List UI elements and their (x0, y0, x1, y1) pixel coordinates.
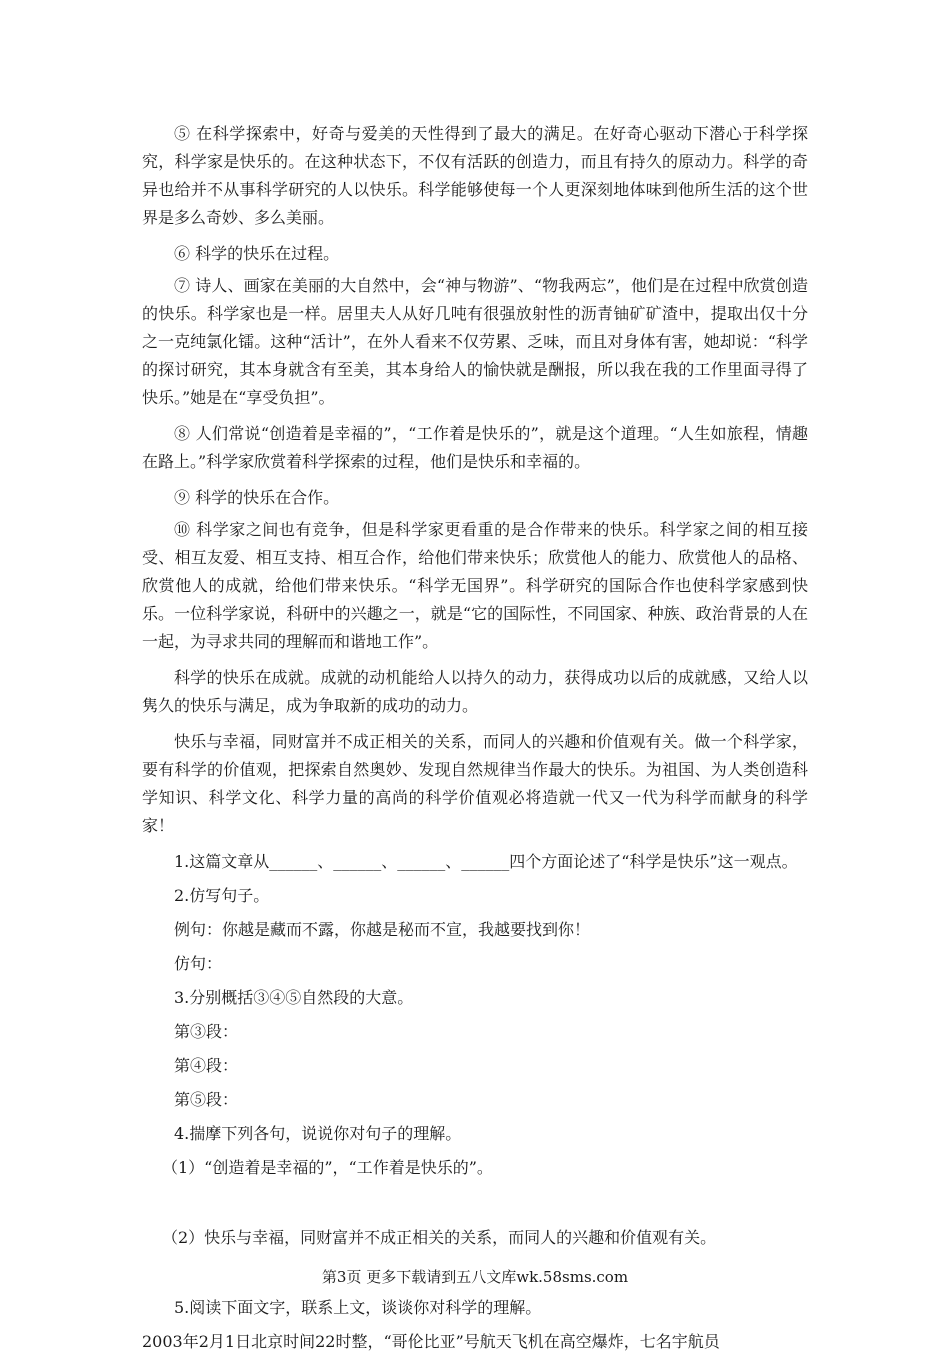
question-3-para-4: 第④段： (174, 1056, 239, 1075)
question-1: 1.这篇文章从______、______、______、______四个方面论述了“科学是快乐”这一观点。 (174, 852, 798, 871)
question-3-para-5: 第⑤段： (174, 1090, 239, 1109)
paragraph-8: ⑧ 人们常说“创造着是幸福的”，“工作着是快乐的”，就是这个道理。“人生如旅程，情趣在路上。”科学家欣赏着科学探索的过程，他们是快乐和幸福的。 (142, 424, 808, 471)
paragraph-6: ⑥ 科学的快乐在过程。 (174, 244, 340, 263)
question-5: 5.阅读下面文字，联系上文，谈谈你对科学的理解。 (174, 1298, 542, 1317)
question-4: 4.揣摩下列各句，说说你对句子的理解。 (174, 1124, 462, 1143)
question-2-answer: 仿句： (174, 954, 223, 973)
answer-space (142, 1188, 808, 1224)
paragraph-11: 科学的快乐在成就。成就的动机能给人以持久的动力，获得成功以后的成就感，又给人以隽久的快乐与满足，成为争取新的成功的动力。 (142, 668, 808, 715)
paragraph-5: ⑤ 在科学探索中，好奇与爱美的天性得到了最大的满足。在好奇心驱动下潜心于科学探究，科学家是快乐的。在这种状态下，不仅有活跃的创造力，而且有持久的原动力。科学的奇异也给并不从事科学研究的人以快乐。科学能够使每一个人更深刻地体味到他所生活的这个世界是多么奇妙、多么美丽。 (142, 124, 808, 227)
question-2: 2.仿写句子。 (174, 886, 270, 905)
page-footer: 第3页 更多下载请到五八文库wk.58sms.com (321, 1268, 629, 1286)
question-4-item-1: （1）“创造着是幸福的”，“工作着是快乐的”。 (162, 1158, 493, 1177)
question-5-text: 2003年2月1日北京时间22时整，“哥伦比亚”号航天飞机在高空爆炸，七名宇航员 (142, 1332, 720, 1351)
question-3-para-3: 第③段： (174, 1022, 239, 1041)
paragraph-10: ⑩ 科学家之间也有竞争，但是科学家更看重的是合作带来的快乐。科学家之间的相互接受、相互友爱、相互支持、相互合作，给他们带来快乐；欣赏他人的能力、欣赏他人的品格、欣赏他人的成就，给他们带来快乐。“科学无国界”。科学研究的国际合作也使科学家感到快乐。一位科学家说，科研中的兴趣之一，就是“它的国际性，不同国家、种族、政治背景的人在一起，为寻求共同的理解而和谐地工作”。 (142, 520, 808, 651)
question-3: 3.分别概括③④⑤自然段的大意。 (174, 988, 414, 1007)
question-4-item-2: （2）快乐与幸福，同财富并不成正相关的关系，而同人的兴趣和价值观有关。 (162, 1228, 717, 1247)
article-body (142, 120, 808, 1362)
paragraph-7: ⑦ 诗人、画家在美丽的大自然中，会“神与物游”、“物我两忘”，他们是在过程中欣赏创造的快乐。科学家也是一样。居里夫人从好几吨有很强放射性的沥青铀矿矿渣中，提取出仅十分之一克纯氯化镭。这种“活计”，在外人看来不仅劳累、乏味，而且对身体有害，她却说：“科学的探讨研究，其本身就含有至美，其本身给人的愉快就是酬报，所以我在我的工作里面寻得了快乐。”她是在“享受负担”。 (142, 276, 808, 407)
paragraph-12: 快乐与幸福，同财富并不成正相关的关系，而同人的兴趣和价值观有关。做一个科学家，要有科学的价值观，把探索自然奥妙、发现自然规律当作最大的快乐。为祖国、为人类创造科学知识、科学文化、科学力量的高尚的科学价值观必将造就一代又一代为科学而献身的科学家！ (142, 732, 808, 835)
paragraph-9: ⑨ 科学的快乐在合作。 (174, 488, 340, 507)
question-2-example: 例句：你越是藏而不露，你越是秘而不宣，我越要找到你！ (174, 920, 591, 939)
